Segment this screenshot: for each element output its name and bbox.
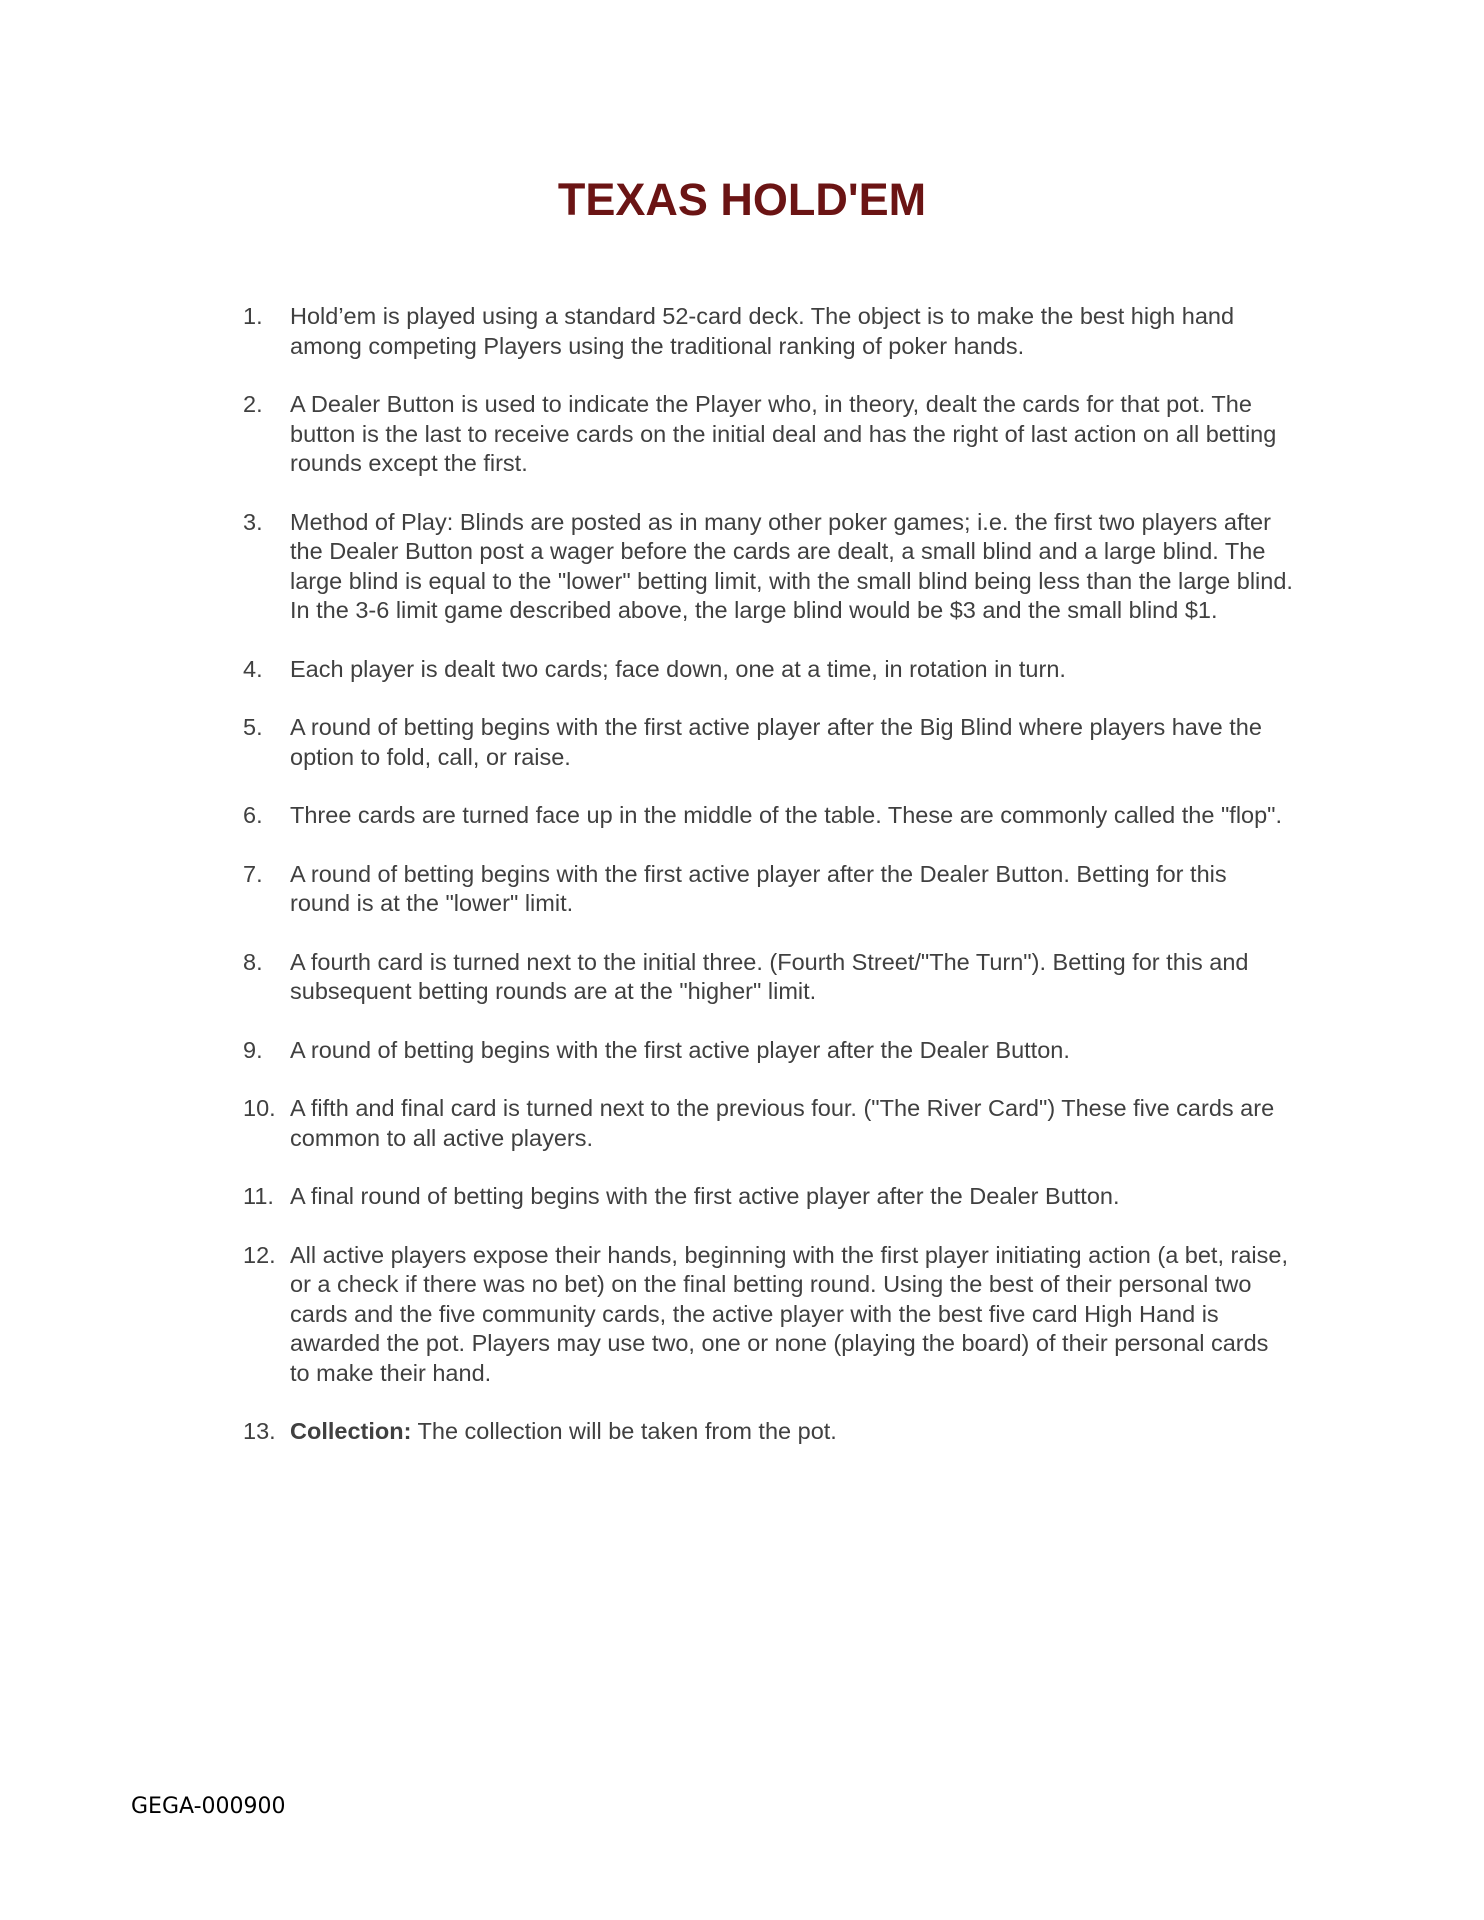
rule-item [243,713,1293,772]
rule-text: Three cards are turned face up in the middle of the table. These are commonly called the "flop". [290,802,1283,828]
rule-number: 10. [243,1095,276,1121]
rule-bold-label: Collection: [290,1418,412,1444]
rule-text: A round of betting begins with the first active player after the Big Blind where players have the option to fold, call, or raise. [290,714,1262,770]
rule-number: 6. [243,802,263,828]
rule-text: Method of Play: Blinds are posted as in many other poker games; i.e. the first two players after the Dealer Button post a wager before the cards are dealt, a small blind and a large blind. The large blind is equal to the "lower" betting limit, with the small blind being less than the large blind. In the 3-6 limit game described above, the large blind would be $3 and the small blind $1. [290,508,1293,623]
rule-text: A fourth card is turned next to the initial three. (Fourth Street/"The Turn"). Betting for this and subsequent betting rounds are at the "higher" limit. [290,948,1249,1004]
rule-text: Each player is dealt two cards; face down, one at a time, in rotation in turn. [290,655,1066,682]
rule-text: A round of betting begins with the first active player after the Dealer Button. [290,1036,1070,1063]
rule-number: 12. [243,1241,276,1268]
rule-number: 7. [243,860,263,887]
rule-item [243,390,1293,479]
rule-item [243,1182,1293,1212]
rule-number: 8. [243,948,263,975]
rule-body: The collection will be taken from the pot. [411,1418,837,1444]
rule-item [243,948,1293,1007]
rule-number: 4. [243,655,263,682]
rule-number: 13. [243,1418,276,1444]
page-title: TEXAS HOLD'EM [557,174,927,225]
rule-item [243,508,1293,626]
rule-text: A final round of betting begins with the first active player after the Dealer Button. [290,1183,1120,1209]
rule-text [290,1417,1293,1447]
rule-item [243,655,1293,685]
rule-item [243,860,1293,919]
rule-item [243,1241,1293,1389]
rule-number: 1. [243,303,263,329]
rule-number: 11. [243,1183,274,1209]
rule-item [243,302,1293,361]
rule-text: A round of betting begins with the first active player after the Dealer Button. Betting for this round is at the "lower" limit. [290,860,1227,916]
rule-item [243,801,1293,831]
rule-item [243,1094,1293,1153]
rule-number: 2. [243,391,263,417]
rules-list [243,302,1293,1476]
rule-text: Hold’em is played using a standard 52-card deck. The object is to make the best high hand among competing Players using the traditional ranking of poker hands. [290,303,1235,359]
rule-number: 3. [243,508,263,535]
rule-number: 9. [243,1036,263,1063]
rule-item [243,1417,1293,1447]
rule-number: 5. [243,714,263,740]
rule-text: A fifth and final card is turned next to the previous four. ("The River Card") These five cards are common to all active players. [290,1095,1275,1151]
rule-item [243,1036,1293,1066]
document-id-stamp: GEGA-000900 [131,1794,286,1819]
rule-text: A Dealer Button is used to indicate the Player who, in theory, dealt the cards for that pot. The button is the last to receive cards on the initial deal and has the right of last action on all betting rounds except the first. [290,391,1277,476]
rule-text: All active players expose their hands, beginning with the first player initiating action (a bet, raise, or a check if there was no bet) on the final betting round. Using the best of their personal two cards and the five community cards, the active player with the best five card High Hand is awarded the pot. Players may use two, one or none (playing the board) of their personal cards to make their hand. [290,1241,1288,1386]
